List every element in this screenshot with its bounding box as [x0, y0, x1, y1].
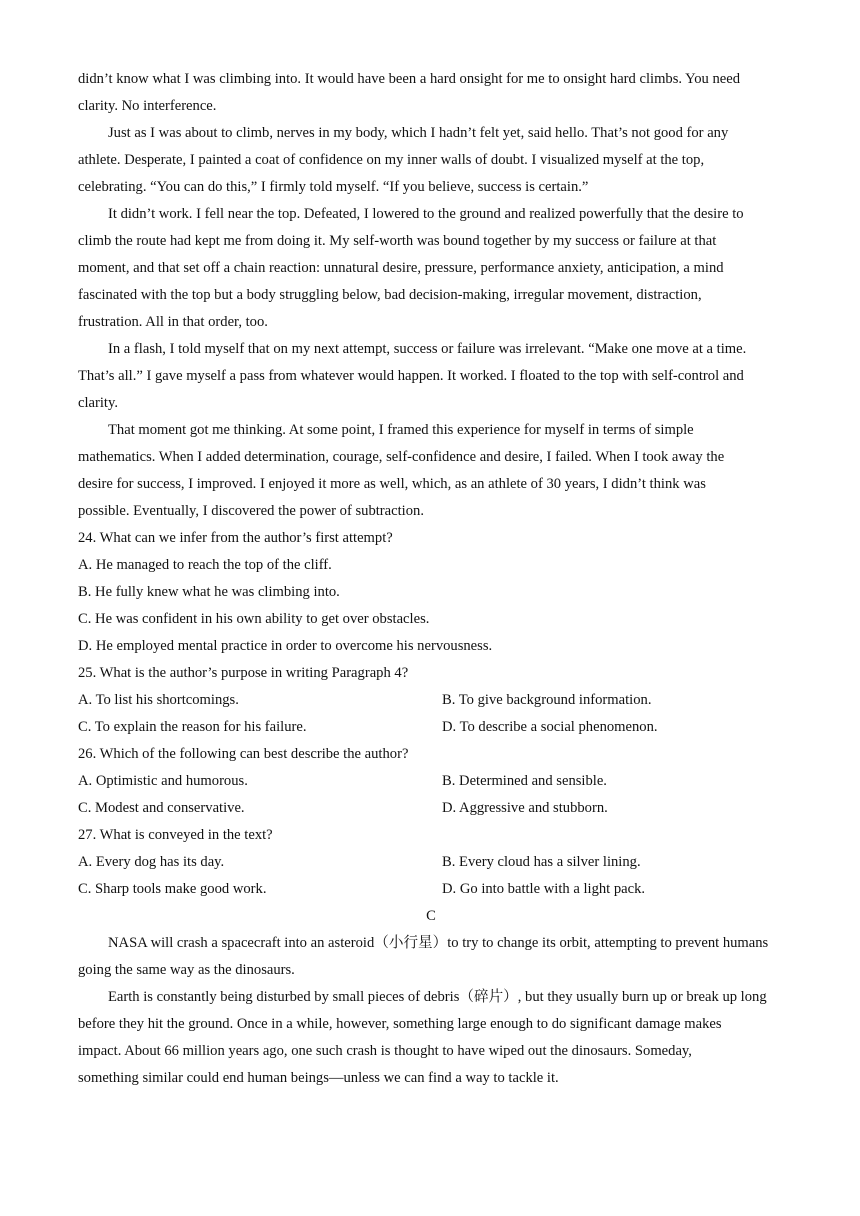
passage-b-paragraph-3 — [78, 201, 784, 336]
passage-b-paragraph-1-tail — [78, 66, 784, 120]
option-d: D. He employed mental practice in order to overcome his nervousness. — [78, 638, 493, 654]
question-stem: 27. What is conveyed in the text? — [78, 827, 273, 843]
question-stem: 24. What can we infer from the author’s first attempt? — [78, 530, 393, 546]
question-27 — [78, 822, 784, 903]
text-line: clarity. — [78, 395, 118, 411]
section-heading: C — [426, 908, 436, 924]
text-line: impact. About 66 million years ago, one such crash is thought to have wiped out the dinosaurs. Someday, — [78, 1043, 692, 1059]
question-26 — [78, 741, 784, 822]
passage-c-paragraph-1 — [78, 930, 784, 984]
passage-c-paragraph-2 — [78, 984, 784, 1092]
text-line: didn’t know what I was climbing into. It would have been a hard onsight for me to onsight hard climbs. You need — [78, 71, 741, 87]
question-stem: 25. What is the author’s purpose in writing Paragraph 4? — [78, 665, 409, 681]
text-line: Just as I was about to climb, nerves in my body, which I hadn’t felt yet, said hello. That’s not good for any — [108, 125, 729, 141]
option-d: D. To describe a social phenomenon. — [442, 719, 658, 735]
text-line: something similar could end human beings—unless we can find a way to tackle it. — [78, 1070, 559, 1086]
text-line: NASA will crash a spacecraft into an asteroid（小行星）to try to change its orbit, attempting to prevent humans — [108, 935, 769, 951]
text-line: fascinated with the top but a body struggling below, bad decision-making, irregular movement, distraction, — [78, 287, 702, 303]
text-line: In a flash, I told myself that on my next attempt, success or failure was irrelevant. “Make one move at a time. — [108, 341, 747, 357]
text-line: It didn’t work. I fell near the top. Defeated, I lowered to the ground and realized powerfully that the desire to — [108, 206, 744, 222]
text-line: That’s all.” I gave myself a pass from whatever would happen. It worked. I floated to the top with self-control and — [78, 368, 744, 384]
text-line: mathematics. When I added determination, courage, self-confidence and desire, I failed. When I took away the — [78, 449, 725, 465]
option-a: A. Every dog has its day. — [78, 854, 225, 870]
text-line: Earth is constantly being disturbed by small pieces of debris（碎片）, but they usually burn up or break up long — [108, 989, 767, 1005]
question-stem: 26. Which of the following can best describe the author? — [78, 746, 409, 762]
option-c: C. Sharp tools make good work. — [78, 881, 267, 897]
passage-b-paragraph-4 — [78, 336, 784, 417]
options-grid — [78, 849, 784, 903]
option-b: B. To give background information. — [442, 692, 652, 708]
option-b: B. Determined and sensible. — [442, 773, 607, 789]
text-line: frustration. All in that order, too. — [78, 314, 268, 330]
page-content — [78, 66, 784, 1092]
option-d: D. Go into battle with a light pack. — [442, 881, 646, 897]
text-line: athlete. Desperate, I painted a coat of confidence on my inner walls of doubt. I visualized myself at the top, — [78, 152, 705, 168]
text-line: celebrating. “You can do this,” I firmly told myself. “If you believe, success is certain.” — [78, 179, 589, 195]
options-grid — [78, 768, 784, 822]
text-line: That moment got me thinking. At some point, I framed this experience for myself in terms of simple — [108, 422, 694, 438]
text-line: possible. Eventually, I discovered the power of subtraction. — [78, 503, 424, 519]
text-line: moment, and that set off a chain reaction: unnatural desire, pressure, performance anxiety, anticipation, a mind — [78, 260, 724, 276]
passage-b-paragraph-5 — [78, 417, 784, 525]
option-a: A. Optimistic and humorous. — [78, 773, 248, 789]
question-25 — [78, 660, 784, 741]
text-line: going the same way as the dinosaurs. — [78, 962, 295, 978]
text-line: desire for success, I improved. I enjoyed it more as well, which, as an athlete of 30 years, I didn’t think was — [78, 476, 706, 492]
option-a: A. To list his shortcomings. — [78, 692, 239, 708]
passage-b-paragraph-2 — [78, 120, 784, 201]
text-line: before they hit the ground. Once in a while, however, something large enough to do significant damage makes — [78, 1016, 722, 1032]
option-c: C. He was confident in his own ability to get over obstacles. — [78, 611, 430, 627]
option-d: D. Aggressive and stubborn. — [442, 800, 608, 816]
option-c: C. To explain the reason for his failure. — [78, 719, 307, 735]
text-line: clarity. No interference. — [78, 98, 217, 114]
question-24 — [78, 525, 784, 660]
option-b: B. Every cloud has a silver lining. — [442, 854, 641, 870]
text-line: climb the route had kept me from doing it. My self-worth was bound together by my success or failure at that — [78, 233, 717, 249]
option-c: C. Modest and conservative. — [78, 800, 245, 816]
option-a: A. He managed to reach the top of the cliff. — [78, 557, 332, 573]
option-b: B. He fully knew what he was climbing into. — [78, 584, 340, 600]
options-grid — [78, 687, 784, 741]
